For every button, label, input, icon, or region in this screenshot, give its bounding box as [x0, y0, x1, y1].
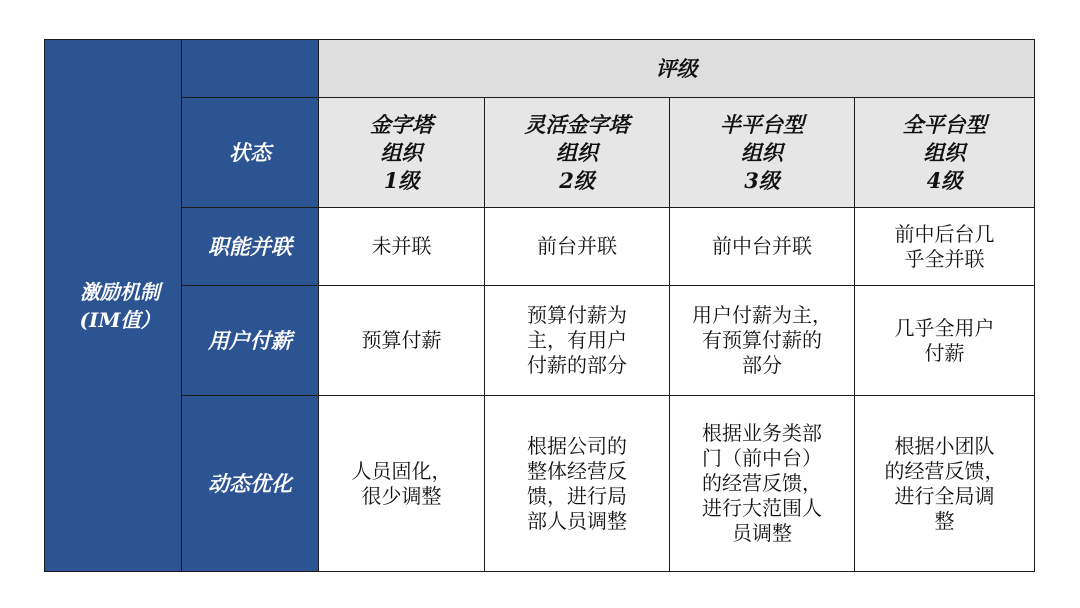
table-row — [45, 40, 1035, 98]
table-cell: 预算付薪 — [319, 286, 485, 396]
status-label: 状态 — [182, 98, 319, 208]
level-2-header: 灵活金字塔 组织 2级 — [485, 98, 670, 208]
level-1-header: 金字塔 组织 1级 — [319, 98, 485, 208]
table-cell: 前中后台几 乎全并联 — [855, 208, 1035, 286]
table-cell: 根据小团队 的经营反馈， 进行全局调 整 — [855, 396, 1035, 572]
corner-cell — [182, 40, 319, 98]
row-label-user-payment: 用户付薪 — [182, 286, 319, 396]
table-cell: 根据业务类部 门（前中台） 的经营反馈， 进行大范围人 员调整 — [670, 396, 855, 572]
rating-header: 评级 — [319, 40, 1035, 98]
row-label-function-parallel: 职能并联 — [182, 208, 319, 286]
table-cell: 根据公司的 整体经营反 馈，进行局 部人员调整 — [485, 396, 670, 572]
table-row — [45, 286, 1035, 396]
table-cell: 前中台并联 — [670, 208, 855, 286]
table-row — [45, 396, 1035, 572]
level-4-header: 全平台型 组织 4级 — [855, 98, 1035, 208]
table-cell: 几乎全用户 付薪 — [855, 286, 1035, 396]
table-row — [45, 98, 1035, 208]
row-label-dynamic-optimization: 动态优化 — [182, 396, 319, 572]
table-cell: 前台并联 — [485, 208, 670, 286]
header-line: (IM值） — [79, 307, 161, 332]
incentive-mechanism-header — [45, 40, 182, 572]
table-cell: 未并联 — [319, 208, 485, 286]
table-cell: 人员固化， 很少调整 — [319, 396, 485, 572]
table-cell: 用户付薪为主， 有预算付薪的 部分 — [670, 286, 855, 396]
table-row — [45, 208, 1035, 286]
table-cell: 预算付薪为 主，有用户 付薪的部分 — [485, 286, 670, 396]
header-line: 激励机制 — [80, 279, 160, 304]
level-3-header: 半平台型 组织 3级 — [670, 98, 855, 208]
rating-table — [44, 39, 1035, 572]
